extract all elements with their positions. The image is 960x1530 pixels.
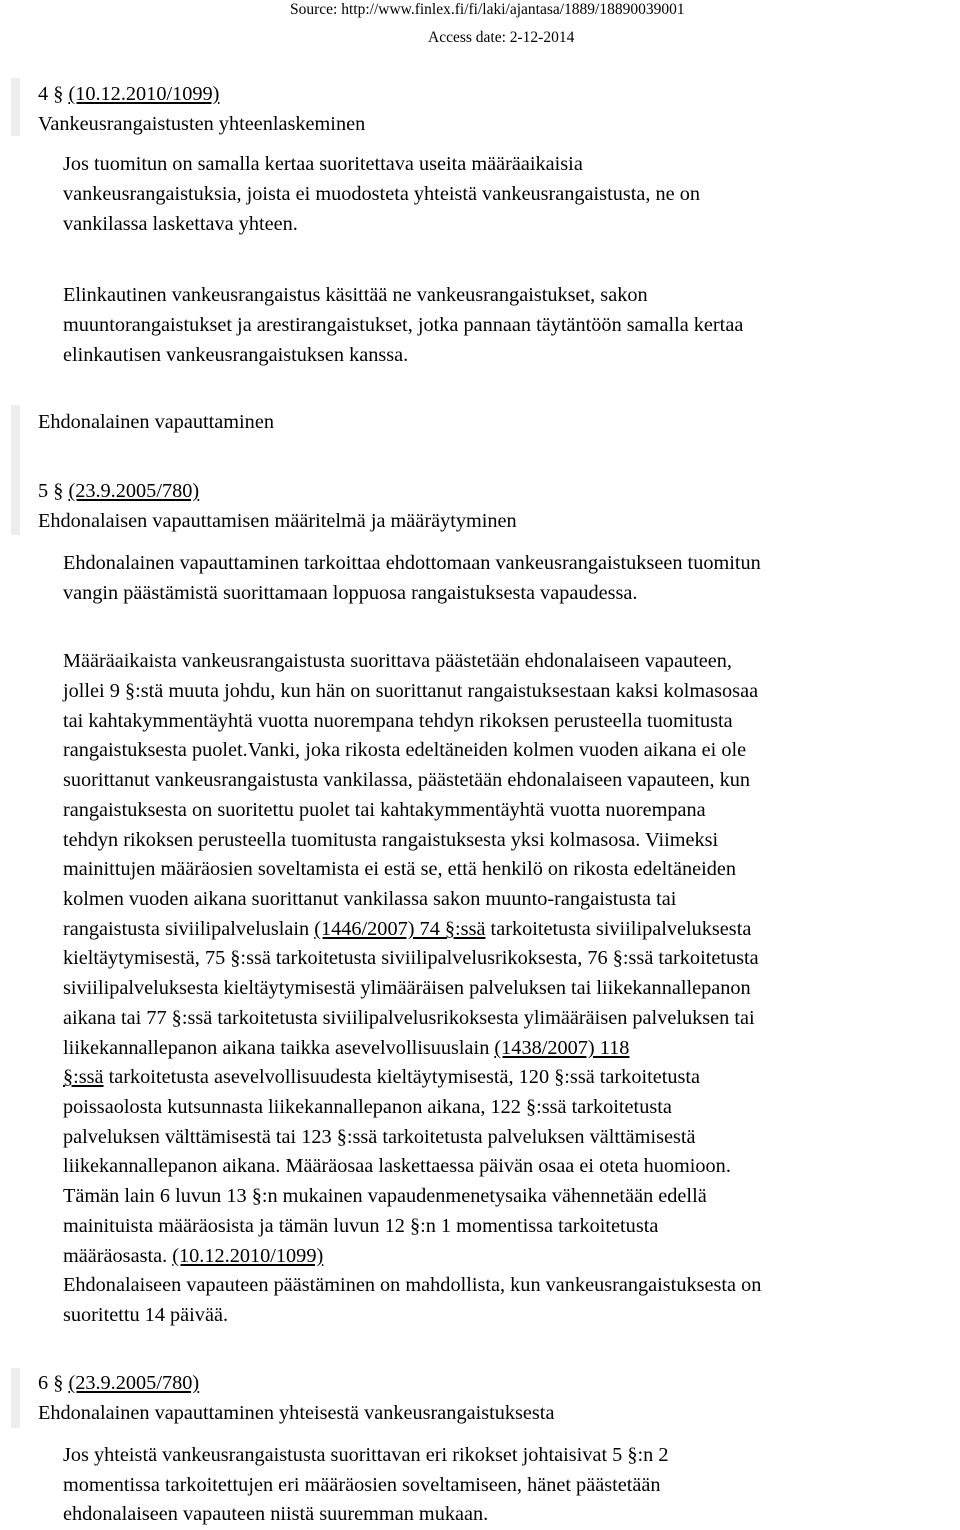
section5-para2-line: tehdyn rikoksen perusteella tuomitusta rangaistuksesta yksi kolmasosa. Viimeksi xyxy=(63,829,719,851)
section4-title xyxy=(38,80,219,110)
section5-para3-line: Ehdonalaiseen vapauteen päästäminen on mahdollista, kun vankeusrangaistuksesta on xyxy=(63,1274,762,1296)
law-reference-link[interactable]: (1438/2007) 118 xyxy=(494,1037,630,1059)
section5-heading: Ehdonalaisen vapauttamisen määritelmä ja määräytyminen xyxy=(38,510,517,532)
section5-para2-line xyxy=(63,1063,700,1093)
section4-para2-line: muuntorangaistukset ja arestirangaistukset, jotka pannaan täytäntöön samalla kertaa xyxy=(63,314,744,336)
section5-para2-line: mainittujen määräosien soveltamista ei estä se, että henkilö on rikosta edeltäneiden xyxy=(63,858,737,880)
change-bar-section6 xyxy=(11,1368,20,1428)
section4-para1-line: vankeusrangaistuksia, joista ei muodosteta yhteistä vankeusrangaistusta, ne on xyxy=(63,183,701,205)
section4-para2-line: elinkautisen vankeusrangaistuksen kanssa. xyxy=(63,344,409,366)
text-run: liikekannallepanon aikana taikka asevelvollisuuslain xyxy=(63,1037,495,1059)
section5-para2-line: siviilipalveluksesta kieltäytymisestä ylimääräisen palveluksen tai liikekannallepanon xyxy=(63,977,751,999)
section5-para2-line xyxy=(63,1034,629,1064)
amendment-link[interactable]: (23.9.2005/780) xyxy=(68,1372,200,1394)
section-number: 4 xyxy=(38,83,49,105)
section5-para2-line: suorittanut vankeusrangaistusta vankilassa, päästetään ehdonalaiseen vapauteen, kun xyxy=(63,769,751,791)
section4-para2-line: Elinkautinen vankeusrangaistus käsittää ne vankeusrangaistukset, sakon xyxy=(63,284,648,306)
chapter-heading: Ehdonalainen vapauttaminen xyxy=(38,411,274,433)
section-number: 6 xyxy=(38,1372,49,1394)
section5-para2-line xyxy=(63,915,751,945)
source-url: Source: http://www.finlex.fi/fi/laki/ajantasa/1889/18890039001 xyxy=(290,1,685,18)
text-run: tarkoitetusta asevelvollisuudesta kieltäytymisestä, 120 §:ssä tarkoitetusta xyxy=(103,1066,701,1088)
section5-para2-line: Tämän lain 6 luvun 13 §:n mukainen vapaudenmenetysaika vähennetään edellä xyxy=(63,1185,707,1207)
section5-para2-line: jollei 9 §:stä muuta johdu, kun hän on suorittanut rangaistuksestaan kaksi kolmasosaa xyxy=(63,680,759,702)
section5-title xyxy=(38,477,199,507)
section6-para1-line: Jos yhteistä vankeusrangaistusta suorittavan eri rikokset johtaisivat 5 §:n 2 xyxy=(63,1444,669,1466)
section-sign: § xyxy=(53,480,64,502)
section-number: 5 xyxy=(38,480,49,502)
section5-para2-line: mainituista määräosista ja tämän luvun 12 §:n 1 momentissa tarkoitetusta xyxy=(63,1215,659,1237)
law-reference-link[interactable]: (1446/2007) 74 §:ssä xyxy=(314,918,486,940)
section5-para2-line: Määräaikaista vankeusrangaistusta suorittava päästetään ehdonalaiseen vapauteen, xyxy=(63,650,732,672)
text-run: määräosasta. xyxy=(63,1245,173,1267)
section4-heading: Vankeusrangaistusten yhteenlaskeminen xyxy=(38,113,366,135)
section5-para2-line: rangaistuksesta puolet.Vanki, joka rikosta edeltäneiden kolmen vuoden aikana ei ole xyxy=(63,739,747,761)
section6-title xyxy=(38,1369,199,1399)
section6-para1-line: momentissa tarkoitettujen eri määräosien soveltamiseen, hänet päästetään xyxy=(63,1474,661,1496)
section5-para2-line: poissaolosta kutsunnasta liikekannallepanon aikana, 122 §:ssä tarkoitetusta xyxy=(63,1096,672,1118)
amendment-link[interactable]: (23.9.2005/780) xyxy=(68,480,200,502)
section-sign: § xyxy=(53,1372,64,1394)
section5-para2-line: liikekannallepanon aikana. Määräosaa laskettaessa päivän osaa ei oteta huomioon. xyxy=(63,1155,731,1177)
section-sign: § xyxy=(53,83,64,105)
law-reference-link[interactable]: §:ssä xyxy=(63,1066,104,1088)
section4-para1-line: vankilassa laskettava yhteen. xyxy=(63,213,298,235)
text-run: tarkoitetusta siviilipalveluksesta xyxy=(485,918,752,940)
section5-para1-line: Ehdonalainen vapauttaminen tarkoittaa ehdottomaan vankeusrangaistukseen tuomitun xyxy=(63,552,761,574)
section5-para2-line: palveluksen välttämisestä tai 123 §:ssä tarkoitetusta palveluksen välttämisestä xyxy=(63,1126,696,1148)
amendment-link[interactable]: (10.12.2010/1099) xyxy=(172,1245,324,1267)
section5-para2-line: kieltäytymisestä, 75 §:ssä tarkoitetusta siviilipalvelusrikoksesta, 76 §:ssä tarkoitetusta xyxy=(63,947,759,969)
section5-para2-line: tai kahtakymmentäyhtä vuotta nuorempana tehdyn rikoksen perusteella tuomitusta xyxy=(63,710,733,732)
change-bar-chapter xyxy=(11,405,20,535)
section5-para2-line: aikana tai 77 §:ssä tarkoitetusta siviilipalvelusrikoksesta ylimääräisen palveluksen tai xyxy=(63,1007,755,1029)
access-date: Access date: 2-12-2014 xyxy=(428,29,575,46)
section6-para1-line: ehdonalaiseen vapauteen niistä suuremman mukaan. xyxy=(63,1503,489,1525)
section5-para2-line: rangaistuksesta on suoritettu puolet tai kahtakymmentäyhtä vuotta nuorempana xyxy=(63,799,706,821)
amendment-link[interactable]: (10.12.2010/1099) xyxy=(68,83,220,105)
section4-para1-line: Jos tuomitun on samalla kertaa suoritettava useita määräaikaisia xyxy=(63,153,583,175)
text-run: rangaistusta siviilipalveluslain xyxy=(63,918,315,940)
section6-heading: Ehdonalainen vapauttaminen yhteisestä vankeusrangaistuksesta xyxy=(38,1402,555,1424)
section5-para2-line xyxy=(63,1242,323,1272)
section5-para1-line: vangin päästämistä suorittamaan loppuosa rangaistuksesta vapaudessa. xyxy=(63,582,638,604)
section5-para2-line: kolmen vuoden aikana suorittanut vankilassa sakon muunto-rangaistusta tai xyxy=(63,888,677,910)
change-bar-section4 xyxy=(11,78,20,136)
section5-para3-line: suoritettu 14 päivää. xyxy=(63,1304,229,1326)
